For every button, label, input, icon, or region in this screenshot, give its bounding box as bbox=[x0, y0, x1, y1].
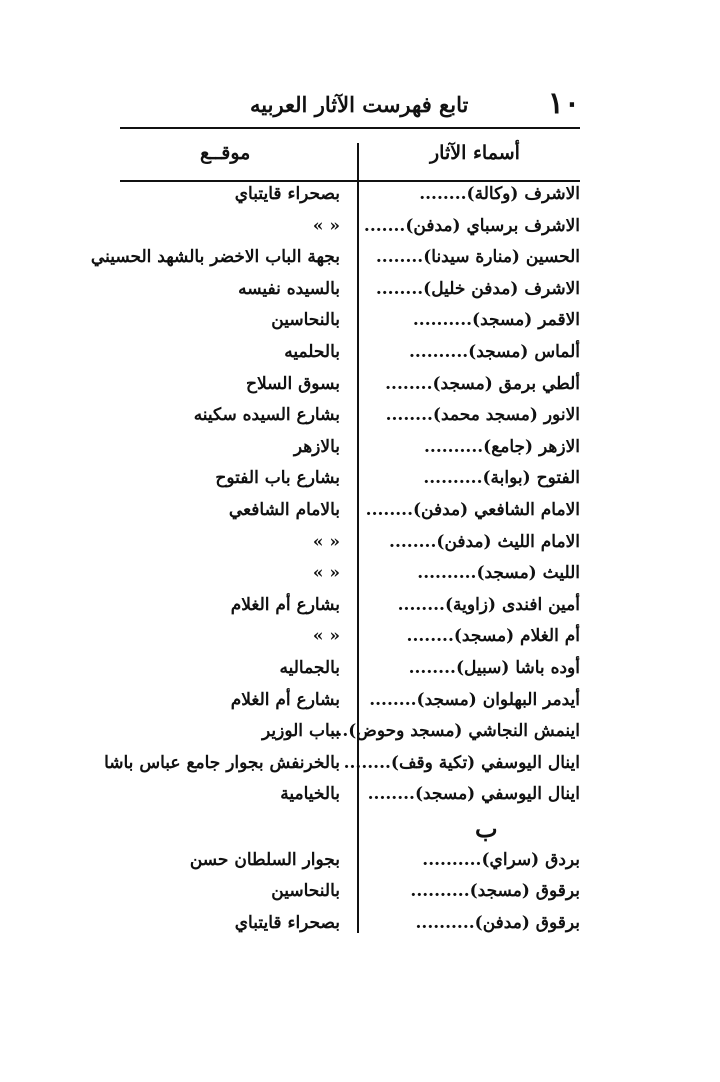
monument-name: اينال اليوسفي (تكية وقف)........ bbox=[343, 752, 580, 773]
monument-name: الفتوح (بوابة).......... bbox=[423, 468, 580, 489]
monument-location: بالحلميه bbox=[284, 341, 340, 362]
table-row bbox=[120, 591, 580, 623]
table-row bbox=[120, 496, 580, 528]
monument-name: الاشرف (وكالة)........ bbox=[419, 184, 580, 204]
monument-location: « » bbox=[312, 215, 340, 236]
table-row bbox=[120, 370, 580, 402]
table-row bbox=[120, 780, 580, 812]
monument-name: بردق (سراي).......... bbox=[422, 849, 580, 870]
table-row bbox=[120, 401, 580, 433]
table-row bbox=[120, 877, 580, 909]
monument-location: بالنحاسين bbox=[271, 881, 340, 902]
table-row bbox=[120, 433, 580, 465]
monument-name: الامام الليث (مدفن)........ bbox=[389, 531, 580, 552]
table-row bbox=[120, 528, 580, 560]
monument-name: الحسين (منارة سيدنا)........ bbox=[375, 247, 580, 268]
table-row bbox=[120, 686, 580, 718]
monument-location: « » bbox=[312, 531, 340, 552]
table-row bbox=[120, 275, 580, 307]
page-header bbox=[120, 86, 580, 126]
monument-name: اينال اليوسفي (مسجد)........ bbox=[367, 784, 580, 805]
monument-location: بشارع السيده سكينه bbox=[193, 405, 340, 426]
page-number: ١٠ bbox=[547, 86, 580, 121]
monument-name: الاشرف (مدفن خليل)........ bbox=[375, 278, 580, 299]
section-letter: ب bbox=[475, 813, 498, 843]
table-row bbox=[120, 180, 580, 212]
table-row bbox=[90, 243, 580, 275]
monument-name: ألطي برمق (مسجد)........ bbox=[385, 373, 580, 394]
names-column-header: أسماء الآثار bbox=[430, 142, 520, 164]
table-row bbox=[120, 909, 580, 941]
monument-location: بالنحاسين bbox=[271, 310, 340, 331]
monument-location: بالخرنفش بجوار جامع عباس باشا bbox=[104, 752, 340, 773]
monument-location: « » bbox=[312, 563, 340, 584]
section-heading bbox=[120, 812, 580, 846]
monument-name: برقوق (مسجد).......... bbox=[410, 881, 580, 902]
monument-location: بصحراء قايتباي bbox=[234, 913, 340, 934]
monument-name: الاقمر (مسجد).......... bbox=[412, 310, 580, 331]
monument-location: بشارع أم الغلام bbox=[230, 689, 340, 710]
monument-location: بشارع أم الغلام bbox=[230, 594, 340, 615]
table-row bbox=[120, 846, 580, 878]
monument-location: بسوق السلاح bbox=[246, 373, 340, 394]
monument-location: بشارع باب الفتوح bbox=[215, 468, 340, 489]
table-row bbox=[120, 622, 580, 654]
table-row bbox=[120, 717, 580, 749]
locations-column-header: موقــع bbox=[200, 142, 251, 164]
monument-name: أيدمر البهلوان (مسجد)........ bbox=[369, 689, 580, 710]
monument-location: بباب الوزير bbox=[262, 721, 340, 742]
table-row bbox=[120, 464, 580, 496]
monument-name: أوده باشا (سبيل)........ bbox=[408, 657, 580, 678]
table-row bbox=[120, 654, 580, 686]
table-row bbox=[104, 749, 580, 781]
monument-location: بالازهر bbox=[293, 436, 340, 457]
monument-name: أم الغلام (مسجد)........ bbox=[406, 626, 580, 647]
monument-location: بصحراء قايتباي bbox=[234, 184, 340, 204]
monument-name: الاشرف برسباي (مدفن)....... bbox=[363, 215, 580, 236]
monument-name: الازهر (جامع).......... bbox=[423, 436, 580, 457]
table-row bbox=[120, 338, 580, 370]
monument-location: بجهة الباب الاخضر بالشهد الحسيني bbox=[90, 247, 340, 268]
monument-location: بالامام الشافعي bbox=[228, 499, 340, 520]
monument-name: ألماس (مسجد).......... bbox=[408, 341, 580, 362]
monument-name: الامام الشافعي (مدفن)........ bbox=[365, 499, 580, 520]
table-row bbox=[120, 306, 580, 338]
monument-name: الانور (مسجد محمد)........ bbox=[385, 405, 580, 426]
monument-name: أمين افندى (زاوية)........ bbox=[397, 594, 580, 615]
monument-location: بالجماليه bbox=[279, 657, 340, 678]
table-row bbox=[120, 212, 580, 244]
monument-name: برقوق (مدفن).......... bbox=[415, 913, 580, 934]
table-row bbox=[120, 559, 580, 591]
index-table bbox=[90, 180, 580, 941]
monument-location: بجوار السلطان حسن bbox=[189, 849, 340, 870]
monument-location: بالسيده نفيسه bbox=[238, 278, 340, 299]
monument-location: بالخيامية bbox=[280, 784, 340, 805]
monument-location: « » bbox=[312, 626, 340, 647]
monument-name: اينمش النجاشي (مسجد وحوض)... bbox=[330, 721, 580, 742]
monument-name: الليث (مسجد).......... bbox=[417, 563, 580, 584]
header-rule bbox=[120, 127, 580, 129]
running-title: تابع فهرست الآثار العربيه bbox=[250, 92, 469, 117]
